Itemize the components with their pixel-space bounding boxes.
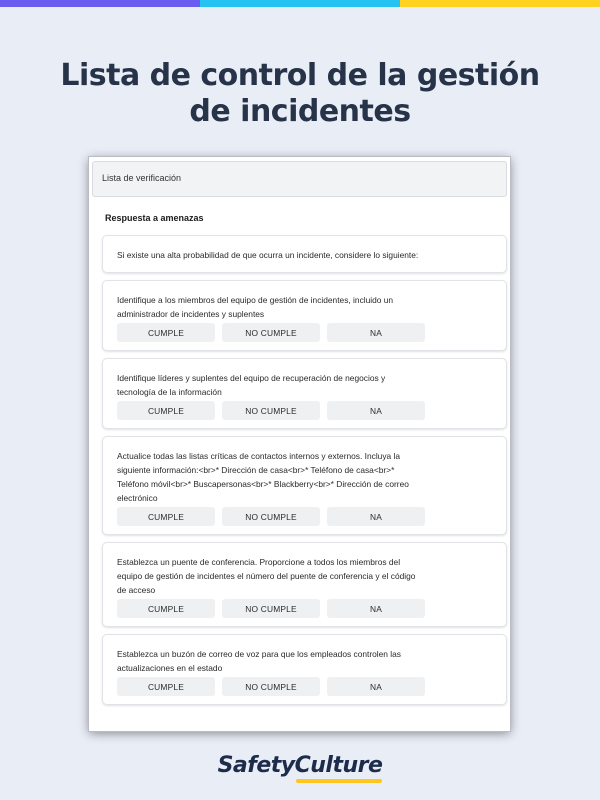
- no-cumple-button[interactable]: NO CUMPLE: [222, 599, 320, 618]
- cumple-button[interactable]: CUMPLE: [117, 507, 215, 526]
- top-color-bar: [0, 0, 600, 7]
- checklist-header: Lista de verificación: [92, 161, 507, 197]
- na-button[interactable]: NA: [327, 507, 425, 526]
- top-color-segment-blue: [200, 0, 400, 7]
- checklist-note-text: Si existe una alta probabilidad de que ocurra un incidente, considere lo siguiente:: [117, 250, 419, 260]
- na-button[interactable]: NA: [327, 677, 425, 696]
- na-button[interactable]: NA: [327, 401, 425, 420]
- response-options: [117, 323, 494, 342]
- response-options: [117, 507, 494, 526]
- brand-logo-underline: [296, 779, 382, 783]
- no-cumple-button[interactable]: NO CUMPLE: [222, 401, 320, 420]
- checklist-item: [102, 280, 507, 351]
- response-options: [117, 677, 494, 696]
- checklist-item: [102, 358, 507, 429]
- na-button[interactable]: NA: [327, 599, 425, 618]
- page-title: Lista de control de la gestión de incidentes: [60, 58, 540, 129]
- checklist-item: [102, 436, 507, 535]
- cumple-button[interactable]: CUMPLE: [117, 401, 215, 420]
- checklist-item-text: Establezca un puente de conferencia. Proporcione a todos los miembros del equipo de gestión de incidentes el número del puente de conferencia y el código de acceso: [117, 557, 416, 595]
- top-color-segment-yellow: [400, 0, 600, 7]
- no-cumple-button[interactable]: NO CUMPLE: [222, 677, 320, 696]
- cumple-button[interactable]: CUMPLE: [117, 599, 215, 618]
- checklist-items: [89, 235, 510, 705]
- cumple-button[interactable]: CUMPLE: [117, 323, 215, 342]
- checklist-item: [102, 634, 507, 705]
- checklist-screenshot: [89, 157, 510, 731]
- checklist-note: [102, 235, 507, 273]
- checklist-item-text: Identifique a los miembros del equipo de gestión de incidentes, incluido un administrador de incidentes y suplentes: [117, 295, 394, 319]
- response-options: [117, 401, 494, 420]
- checklist-item-text: Actualice todas las listas críticas de contactos internos y externos. Incluya la siguiente información:<br>* Dirección de casa<br>* Teléfono de casa<br>* Teléfono móvil<br>* Buscapersonas<br>* Blackberry<br>* Dirección de correo electrónico: [117, 451, 409, 503]
- no-cumple-button[interactable]: NO CUMPLE: [222, 323, 320, 342]
- brand-logo: SafetyCulture: [217, 753, 383, 778]
- na-button[interactable]: NA: [327, 323, 425, 342]
- cumple-button[interactable]: CUMPLE: [117, 677, 215, 696]
- section-title: Respuesta a amenazas: [105, 213, 204, 223]
- response-options: [117, 599, 494, 618]
- checklist-item: [102, 542, 507, 627]
- top-color-segment-purple: [0, 0, 200, 7]
- checklist-item-text: Establezca un buzón de correo de voz para que los empleados controlen las actualizaciones en el estado: [117, 649, 401, 673]
- checklist-item-text: Identifique líderes y suplentes del equipo de recuperación de negocios y tecnología de la información: [117, 373, 386, 397]
- no-cumple-button[interactable]: NO CUMPLE: [222, 507, 320, 526]
